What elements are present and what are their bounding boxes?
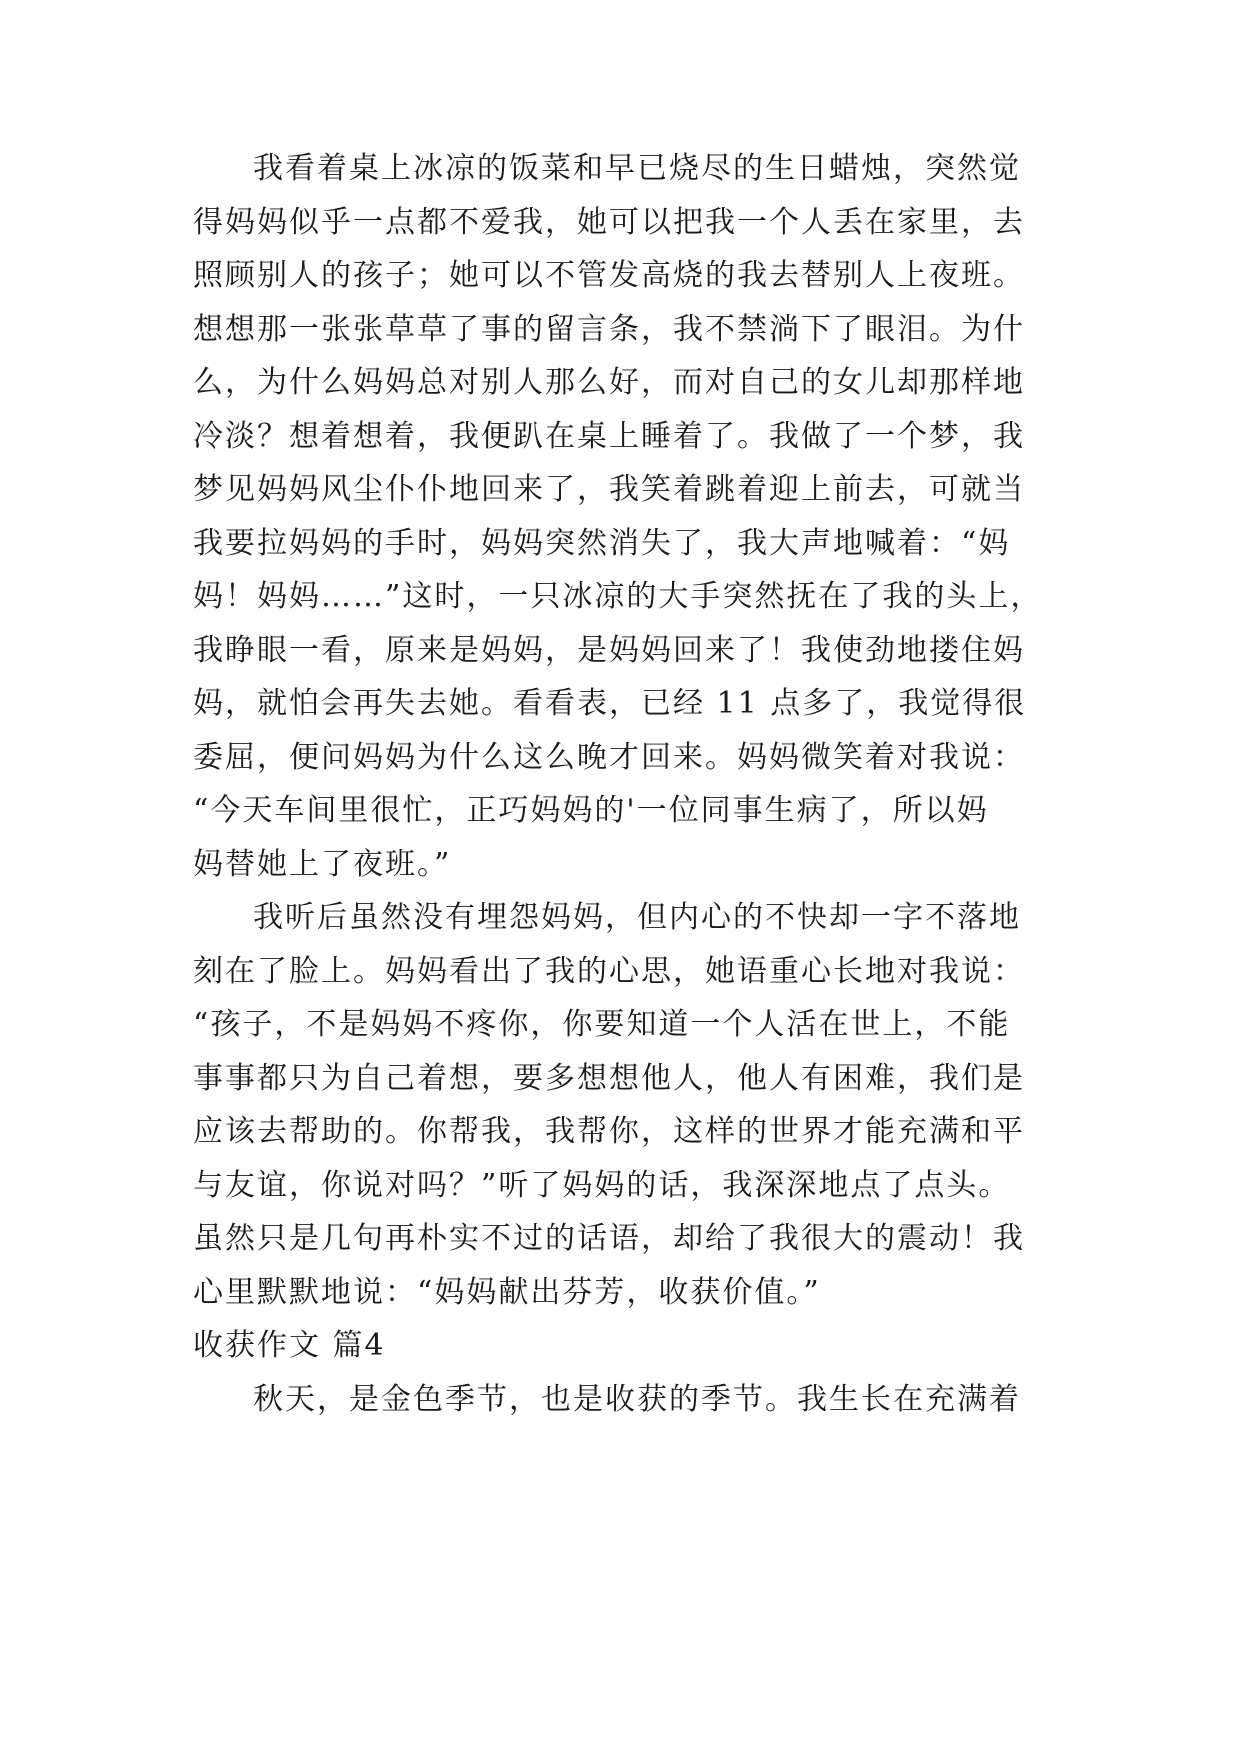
text-line: 妈！妈妈……”这时，一只冰凉的大手突然抚在了我的头上， <box>193 579 1043 614</box>
text-line: 应该去帮助的。你帮我，我帮你，这样的世界才能充满和平 <box>193 1114 1025 1149</box>
text-line: 么，为什么妈妈总对别人那么好，而对自己的女儿却那样地 <box>193 365 1025 400</box>
text-line: 我听后虽然没有埋怨妈妈，但内心的不快却一字不落地 <box>253 900 1021 935</box>
text-line: 我要拉妈妈的手时，妈妈突然消失了，我大声地喊着：“妈 <box>193 526 1011 561</box>
text-line: 冷淡？想着想着，我便趴在桌上睡着了。我做了一个梦，我 <box>193 419 1025 454</box>
text-line: 我睁眼一看，原来是妈妈，是妈妈回来了！我使劲地搂住妈 <box>193 633 1025 668</box>
text-line: 得妈妈似乎一点都不爱我，她可以把我一个人丢在家里，去 <box>193 205 1025 240</box>
text-line: 事事都只为自己着想，要多想想他人，他人有困难，我们是 <box>193 1061 1025 1096</box>
text-line: 照顾别人的孩子；她可以不管发高烧的我去替别人上夜班。 <box>193 258 1025 293</box>
text-line: “今天车间里很忙，正巧妈妈的'一位同事生病了，所以妈 <box>193 793 989 828</box>
text-line: 想想那一张张草草了事的留言条，我不禁淌下了眼泪。为什 <box>193 312 1025 347</box>
text-line: 心里默默地说：“妈妈献出芬芳，收获价值。” <box>193 1275 821 1310</box>
text-line: 委屈，便问妈妈为什么这么晚才回来。妈妈微笑着对我说： <box>193 740 1025 775</box>
text-line: 秋天，是金色季节，也是收获的季节。我生长在充满着 <box>253 1382 1021 1417</box>
text-line: 妈替她上了夜班。” <box>193 847 452 882</box>
text-line: 刻在了脸上。妈妈看出了我的心思，她语重心长地对我说： <box>193 954 1025 989</box>
text-line: 梦见妈妈风尘仆仆地回来了，我笑着跳着迎上前去，可就当 <box>193 472 1025 507</box>
text-line: 与友谊，你说对吗？”听了妈妈的话，我深深地点了点头。 <box>193 1168 1011 1203</box>
text-line: “孩子，不是妈妈不疼你，你要知道一个人活在世上，不能 <box>193 1007 1011 1042</box>
text-line: 妈，就怕会再失去她。看看表，已经 11 点多了，我觉得很 <box>193 686 1027 721</box>
text-line: 虽然只是几句再朴实不过的话语，却给了我很大的震动！我 <box>193 1221 1025 1256</box>
section-heading: 收获作文 篇4 <box>193 1328 386 1363</box>
text-line: 我看着桌上冰凉的饭菜和早已烧尽的生日蜡烛，突然觉 <box>253 151 1021 186</box>
